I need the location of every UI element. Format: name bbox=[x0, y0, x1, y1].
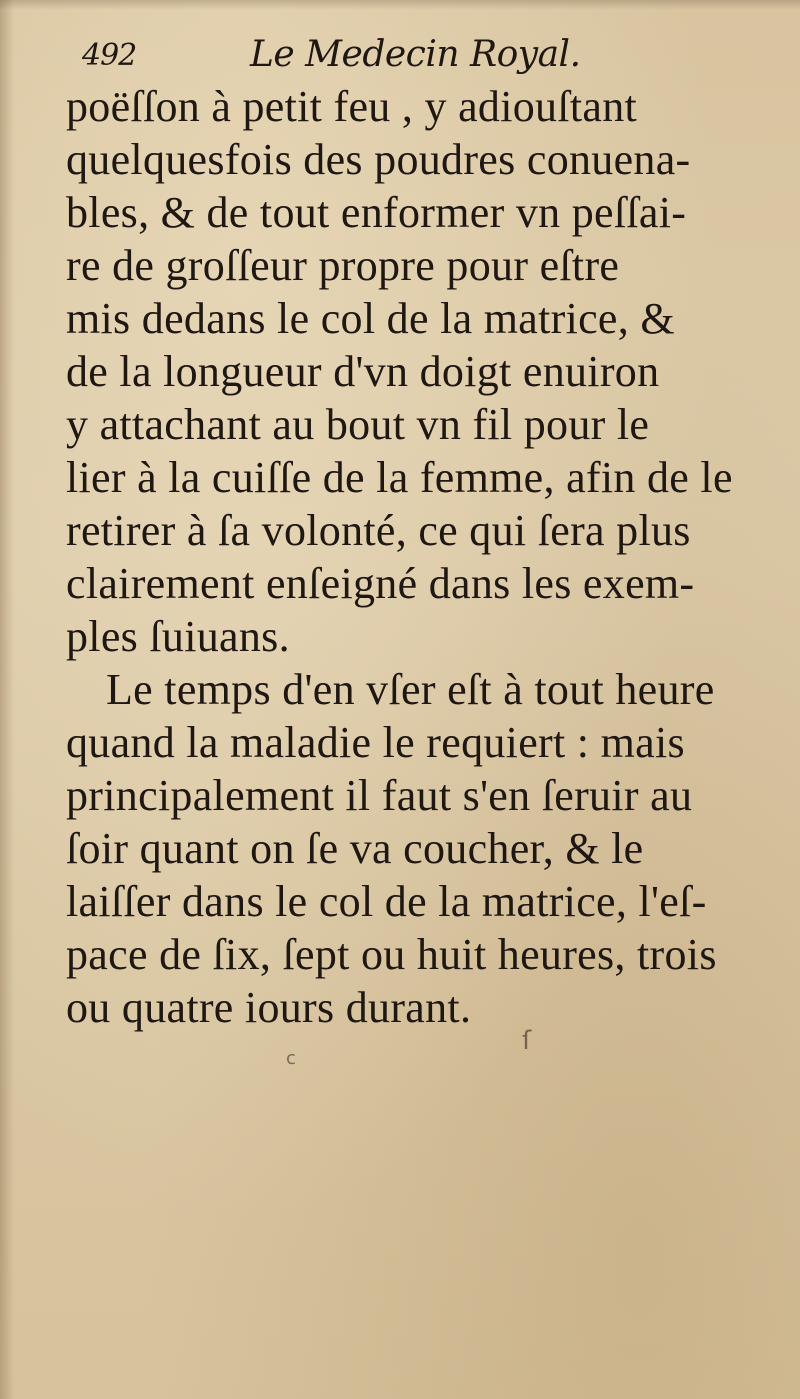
page-top-shadow bbox=[0, 0, 800, 10]
paragraph-start-line: Le temps d'en vſer eſt à tout heure bbox=[106, 665, 715, 714]
text-line: pace de ſix, ſept ou huit heures, trois bbox=[66, 930, 717, 979]
text-line: de la longueur d'vn doigt enuiron bbox=[66, 347, 660, 396]
ink-speck: ⅽ bbox=[286, 1048, 296, 1069]
text-line: re de groſſeur propre pour eſtre bbox=[66, 241, 620, 290]
text-line: clairement enſeigné dans les exem- bbox=[66, 559, 695, 608]
text-line: ples ſuiuans. bbox=[66, 612, 290, 661]
text-line: ou quatre iours durant. bbox=[66, 983, 472, 1032]
text-line: ſoir quant on ſe va coucher, & le bbox=[66, 824, 644, 873]
text-line: bles, & de tout enformer vn peſſai- bbox=[66, 188, 687, 237]
running-title: Le Medecin Royal. bbox=[250, 34, 581, 75]
text-line: y attachant au bout vn fil pour le bbox=[66, 400, 650, 449]
text-line: retirer à ſa volonté, ce qui ſera plus bbox=[66, 506, 691, 555]
text-line: laiſſer dans le col de la matrice, l'eſ- bbox=[66, 877, 707, 926]
text-line: lier à la cuiſſe de la femme, afin de le bbox=[66, 453, 733, 502]
text-line: principalement il faut s'en ſeruir au bbox=[66, 771, 693, 820]
text-line: mis dedans le col de la matrice, & bbox=[66, 294, 675, 343]
ink-speck: ſ bbox=[522, 1026, 532, 1056]
page-edge-shadow bbox=[0, 0, 14, 1399]
body-text bbox=[66, 80, 738, 1034]
text-line: poëſſon à petit feu , y adiouſtant bbox=[66, 82, 638, 131]
text-line: quelquesfois des poudres conuena- bbox=[66, 135, 691, 184]
page-number: 492 bbox=[82, 38, 137, 73]
text-line: quand la maladie le requiert : mais bbox=[66, 718, 685, 767]
page-header bbox=[82, 34, 682, 74]
